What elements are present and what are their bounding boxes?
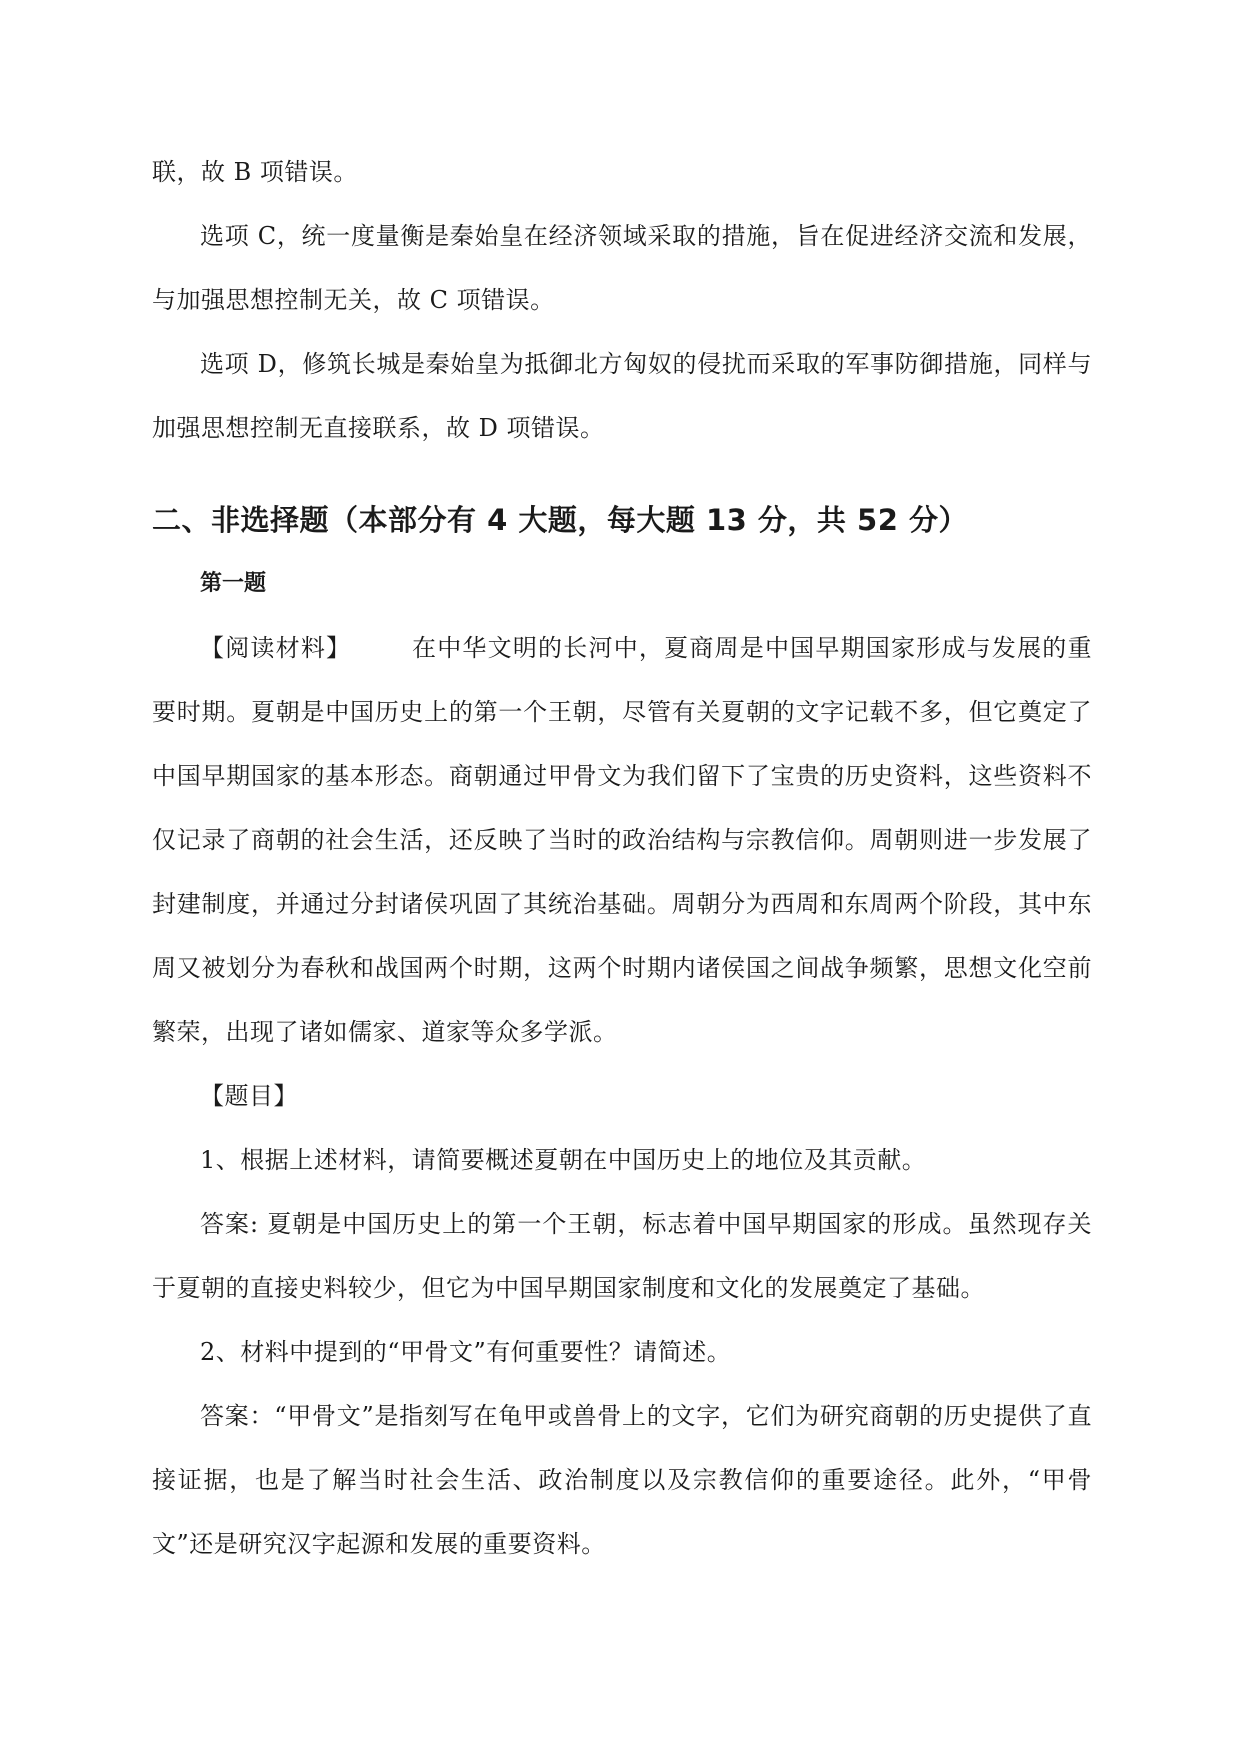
question-2: 2、材料中提到的“甲骨文”有何重要性？请简述。 <box>200 1338 732 1366</box>
paragraph-option-d: 选项 D，修筑长城是秦始皇为抵御北方匈奴的侵扰而采取的军事防御措施，同样与加强思想控制无直接联系，故 D 项错误。 <box>152 350 1092 442</box>
answer-2: 答案：“甲骨文”是指刻写在龟甲或兽骨上的文字，它们为研究商朝的历史提供了直接证据，也是了解当时社会生活、政治制度以及宗教信仰的重要途径。此外，“甲骨文”还是研究汉字起源和发展的重要资料。 <box>152 1402 1092 1558</box>
reading-material-label: 【阅读材料】 <box>200 634 352 662</box>
reading-material-text: 在中华文明的长河中，夏商周是中国早期国家形成与发展的重要时期。夏朝是中国历史上的第一个王朝，尽管有关夏朝的文字记载不多，但它奠定了中国早期国家的基本形态。商朝通过甲骨文为我们留下了宝贵的历史资料，这些资料不仅记录了商朝的社会生活，还反映了当时的政治结构与宗教信仰。周朝则进一步发展了封建制度，并通过分封诸侯巩固了其统治基础。周朝分为西周和东周两个阶段，其中东周又被划分为春秋和战国两个时期，这两个时期内诸侯国之间战争频繁，思想文化空前繁荣，出现了诸如儒家、道家等众多学派。 <box>152 634 1093 1046</box>
question-title: 第一题 <box>200 571 267 596</box>
answer-1: 答案: 夏朝是中国历史上的第一个王朝，标志着中国早期国家的形成。虽然现存关于夏朝的直接史料较少，但它为中国早期国家制度和文化的发展奠定了基础。 <box>152 1210 1092 1302</box>
paragraph-option-b-continuation: 联，故 B 项错误。 <box>152 158 358 186</box>
topic-label: 【题目】 <box>200 1082 298 1110</box>
document-body <box>152 140 1092 1576</box>
question-1: 1、根据上述材料，请简要概述夏朝在中国历史上的地位及其贡献。 <box>200 1146 927 1174</box>
paragraph-option-c: 选项 C，统一度量衡是秦始皇在经济领域采取的措施，旨在促进经济交流和发展，与加强思想控制无关，故 C 项错误。 <box>152 222 1092 314</box>
section-heading: 二、非选择题（本部分有 4 大题，每大题 13 分，共 52 分） <box>152 503 968 537</box>
reading-material-paragraph <box>152 616 1092 1064</box>
